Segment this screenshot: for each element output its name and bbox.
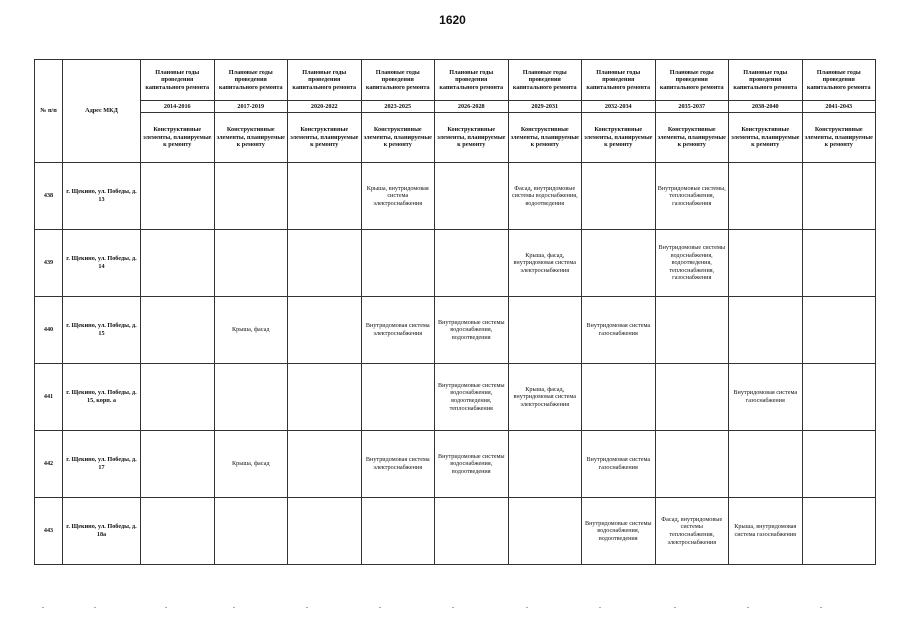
elements-header: Конструктивные элементы, планируемые к ремонту	[508, 113, 582, 163]
repair-cell	[802, 431, 876, 498]
repair-cell	[802, 364, 876, 431]
repair-cell	[361, 230, 435, 297]
repair-cell: Крыша, фасад, внутридомовая система электроснабжения	[508, 230, 582, 297]
repair-cell	[802, 498, 876, 565]
row-number: 440	[35, 297, 63, 364]
repair-cell	[582, 163, 656, 230]
scan-noise	[34, 607, 875, 613]
repair-cell: Фасад, внутридомовые системы теплоснабжения, электроснабжения	[655, 498, 729, 565]
table-row	[35, 297, 876, 364]
row-address: г. Щекино, ул. Победы, д. 15	[63, 297, 141, 364]
row-number: 439	[35, 230, 63, 297]
repair-cell	[435, 230, 509, 297]
elements-header: Конструктивные элементы, планируемые к ремонту	[141, 113, 215, 163]
header-row-elements	[35, 113, 876, 163]
table-row	[35, 498, 876, 565]
years-header: 2026-2028	[435, 101, 509, 113]
repair-cell	[214, 163, 288, 230]
repair-cell	[508, 498, 582, 565]
row-address: г. Щекино, ул. Победы, д. 13	[63, 163, 141, 230]
repair-cell	[802, 163, 876, 230]
row-address: г. Щекино, ул. Победы, д. 17	[63, 431, 141, 498]
planned-header: Плановые годы проведения капитального ремонта	[729, 60, 803, 101]
repair-cell	[141, 230, 215, 297]
repair-cell	[288, 364, 362, 431]
repair-cell	[435, 163, 509, 230]
repair-cell	[729, 431, 803, 498]
row-number: 441	[35, 364, 63, 431]
table-row	[35, 431, 876, 498]
page-number: 1620	[439, 13, 466, 27]
repair-cell: Крыша, фасад, внутридомовая система электроснабжения	[508, 364, 582, 431]
repair-cell: Крыша, фасад	[214, 431, 288, 498]
repair-cell	[214, 498, 288, 565]
elements-header: Конструктивные элементы, планируемые к ремонту	[288, 113, 362, 163]
elements-header: Конструктивные элементы, планируемые к ремонту	[214, 113, 288, 163]
repair-cell	[655, 297, 729, 364]
address-header: Адрес МКД	[63, 60, 141, 163]
repair-cell	[141, 297, 215, 364]
repair-cell	[729, 230, 803, 297]
planned-header: Плановые годы проведения капитального ремонта	[361, 60, 435, 101]
repair-cell: Крыша, внутридомовая система газоснабжения	[729, 498, 803, 565]
elements-header: Конструктивные элементы, планируемые к ремонту	[729, 113, 803, 163]
repair-cell	[582, 364, 656, 431]
elements-header: Конструктивные элементы, планируемые к ремонту	[802, 113, 876, 163]
repair-cell: Внутридомовые системы водоснабжения, водоотведения	[435, 431, 509, 498]
elements-header: Конструктивные элементы, планируемые к ремонту	[655, 113, 729, 163]
repair-cell: Внутридомовые системы водоснабжения, водоотведения, теплоснабжения, газоснабжения	[655, 230, 729, 297]
table-body	[35, 163, 876, 565]
row-address: г. Щекино, ул. Победы, д. 18а	[63, 498, 141, 565]
repair-cell	[141, 163, 215, 230]
row-number: 438	[35, 163, 63, 230]
repair-cell	[214, 364, 288, 431]
repair-cell	[802, 230, 876, 297]
repair-cell: Внутридомовая система электроснабжения	[361, 431, 435, 498]
repair-cell	[582, 230, 656, 297]
repair-cell: Внутридомовая система электроснабжения	[361, 297, 435, 364]
planned-header: Плановые годы проведения капитального ремонта	[214, 60, 288, 101]
header-row-planned	[35, 60, 876, 101]
repair-cell	[729, 297, 803, 364]
repair-cell	[802, 297, 876, 364]
years-header: 2035-2037	[655, 101, 729, 113]
repair-cell: Крыша, фасад	[214, 297, 288, 364]
repair-cell: Внутридомовая система газоснабжения	[582, 297, 656, 364]
years-header: 2041-2043	[802, 101, 876, 113]
repair-cell	[729, 163, 803, 230]
years-header: 2017-2019	[214, 101, 288, 113]
repair-cell	[508, 431, 582, 498]
repair-cell: Внутридомовые системы водоснабжения, водоотведения	[582, 498, 656, 565]
row-address: г. Щекино, ул. Победы, д. 14	[63, 230, 141, 297]
table-row	[35, 230, 876, 297]
planned-header: Плановые годы проведения капитального ремонта	[508, 60, 582, 101]
years-header: 2020-2022	[288, 101, 362, 113]
repair-cell	[435, 498, 509, 565]
planned-header: Плановые годы проведения капитального ремонта	[435, 60, 509, 101]
years-header: 2029-2031	[508, 101, 582, 113]
repair-cell	[288, 297, 362, 364]
table-row	[35, 163, 876, 230]
repair-cell	[214, 230, 288, 297]
header-row-years	[35, 101, 876, 113]
repair-cell: Внутридомовые системы, теплоснабжения, газоснабжения	[655, 163, 729, 230]
repair-cell: Внутридомовая система газоснабжения	[729, 364, 803, 431]
num-header: № п/п	[35, 60, 63, 163]
row-number: 443	[35, 498, 63, 565]
repair-cell	[508, 297, 582, 364]
years-header: 2032-2034	[582, 101, 656, 113]
table-row	[35, 364, 876, 431]
planned-header: Плановые годы проведения капитального ремонта	[802, 60, 876, 101]
repair-cell: Внутридомовые системы водоснабжения, водоотведения, теплоснабжения	[435, 364, 509, 431]
repair-cell	[288, 431, 362, 498]
repair-cell: Внутридомовая система газоснабжения	[582, 431, 656, 498]
planned-header: Плановые годы проведения капитального ремонта	[582, 60, 656, 101]
planned-header: Плановые годы проведения капитального ремонта	[655, 60, 729, 101]
elements-header: Конструктивные элементы, планируемые к ремонту	[582, 113, 656, 163]
repair-cell	[141, 431, 215, 498]
row-address: г. Щекино, ул. Победы, д. 15, корп. а	[63, 364, 141, 431]
elements-header: Конструктивные элементы, планируемые к ремонту	[435, 113, 509, 163]
repair-cell	[361, 364, 435, 431]
repair-cell	[361, 498, 435, 565]
capital-repair-table	[34, 59, 876, 565]
table-header	[35, 60, 876, 163]
repair-cell	[141, 364, 215, 431]
repair-cell	[288, 230, 362, 297]
repair-cell	[141, 498, 215, 565]
planned-header: Плановые годы проведения капитального ремонта	[141, 60, 215, 101]
years-header: 2023-2025	[361, 101, 435, 113]
repair-cell: Внутридомовые системы водоснабжения, водоотведения	[435, 297, 509, 364]
years-header: 2014-2016	[141, 101, 215, 113]
repair-cell	[655, 364, 729, 431]
repair-cell: Крыша, внутридомовая система электроснабжения	[361, 163, 435, 230]
repair-cell: Фасад, внутридомовые системы водоснабжения, водоотведения	[508, 163, 582, 230]
repair-cell	[288, 498, 362, 565]
planned-header: Плановые годы проведения капитального ремонта	[288, 60, 362, 101]
elements-header: Конструктивные элементы, планируемые к ремонту	[361, 113, 435, 163]
row-number: 442	[35, 431, 63, 498]
repair-cell	[288, 163, 362, 230]
repair-cell	[655, 431, 729, 498]
years-header: 2038-2040	[729, 101, 803, 113]
